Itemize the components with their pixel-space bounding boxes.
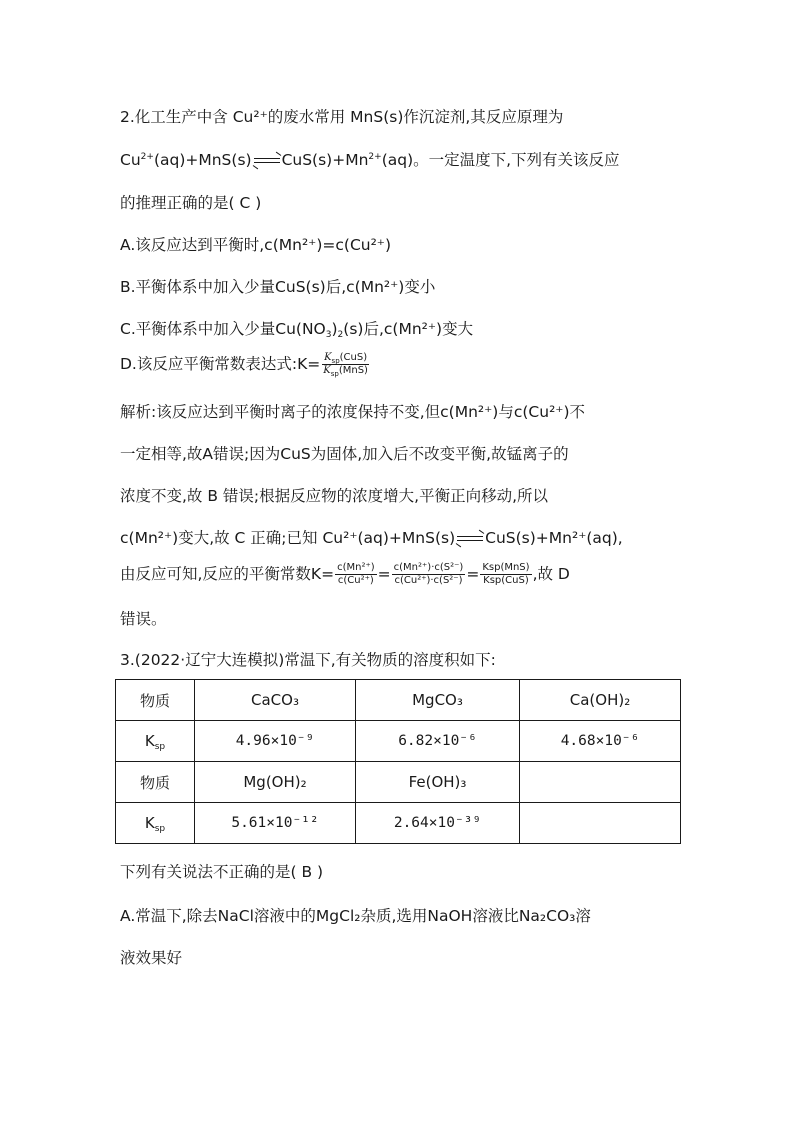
k-fraction-1 (335, 562, 377, 587)
q2-optc-c: (s)后,c(Mn²⁺)变大 (343, 320, 474, 338)
frac-num-k: K (324, 352, 332, 363)
q3-stem: 3.(2022·辽宁大连模拟)常温下,有关物质的溶度积如下: (120, 651, 496, 669)
f1-den: c(Cu²⁺) (337, 575, 374, 586)
subscript: 2 (337, 330, 344, 340)
charge: 2+ (140, 152, 154, 162)
table-cell-ksp-label (116, 721, 195, 762)
q2-option-c (120, 317, 473, 339)
table-cell: 4.68×10⁻⁶ (520, 721, 681, 762)
table-cell: 4.96×10⁻⁹ (195, 721, 356, 762)
table-cell: 2.64×10⁻³⁹ (356, 803, 520, 844)
q2-analysis-6: 错误。 (120, 610, 167, 628)
q2-line2-d: (aq)。一定温度下,下列有关该反应 (381, 151, 620, 169)
q2-analysis-1: 解析:该反应达到平衡时离子的浓度保持不变,但c(Mn²⁺)与c(Cu²⁺)不 (120, 403, 586, 421)
table-cell-ksp-label (116, 803, 195, 844)
subscript: 3 (325, 330, 332, 340)
q2-line-2 (120, 148, 620, 170)
q2-analysis-2: 一定相等,故A错误;因为CuS为固体,加入后不改变平衡,故锰离子的 (120, 445, 569, 463)
q2-option-d (120, 352, 371, 377)
k-fraction-2 (392, 562, 466, 587)
table-cell: 6.82×10⁻⁶ (356, 721, 520, 762)
q2-optc-b: ) (331, 320, 338, 338)
table-row (116, 762, 681, 803)
q3-question: 下列有关说法不正确的是( B ) (120, 863, 324, 881)
charge: 2+ (368, 152, 382, 162)
q2-line2-c: CuS(s)+Mn (281, 151, 369, 169)
f3-num: Ksp(MnS) (482, 562, 530, 573)
f3-den: Ksp(CuS) (483, 575, 529, 586)
table-cell: MgCO₃ (356, 680, 520, 721)
q2-option-a: A.该反应达到平衡时,c(Mn²⁺)=c(Cu²⁺) (120, 236, 392, 254)
table-cell: Fe(OH)₃ (356, 762, 520, 803)
table-row (116, 803, 681, 844)
q2-analysis-3: 浓度不变,故 B 错误;根据反应物的浓度增大,平衡正向移动,所以 (120, 487, 548, 505)
frac-den-tail: (MnS) (338, 365, 368, 376)
q2-line2-b: (aq)+MnS(s) (153, 151, 252, 169)
k-fraction-3 (480, 562, 531, 587)
q2-optd-label: D.该反应平衡常数表达式:K= (120, 355, 321, 373)
ksp-sub: sp (154, 824, 166, 834)
equilibrium-arrow-icon (252, 156, 282, 166)
frac-num-tail: (CuS) (339, 352, 368, 363)
table-cell (520, 803, 681, 844)
q2-line-3: 的推理正确的是( C ) (120, 194, 262, 212)
ksp-k: K (144, 732, 155, 750)
q2-analysis-5: 由反应可知,反应的平衡常数K= $\frac{\text{c(Mn²⁺)}}{\text{c(Cu²⁺)}}$ = $\frac{\text{c(Mn²⁺)·c(S²⁻)}}{\text{c(Cu²⁺)·c(S²⁻)}}$ = $\frac{\text{Ksp(MnS)}}{\text{Ksp(CuS)}}$ ,故 D (120, 562, 570, 586)
q2-ana5-a: 由反应可知,反应的平衡常数K= (120, 565, 335, 583)
q2-optc-a: C.平衡体系中加入少量Cu(NO (120, 320, 326, 338)
q3-option-a-2: 液效果好 (120, 949, 183, 967)
q2-line-1: 2.化工生产中含 Cu²⁺的废水常用 MnS(s)作沉淀剂,其反应原理为 (120, 108, 564, 126)
frac-den-sub: sp (330, 370, 339, 378)
table-cell: Ca(OH)₂ (520, 680, 681, 721)
q3-option-a-1: A.常温下,除去NaCl溶液中的MgCl₂杂质,选用NaOH溶液比Na₂CO₃溶 (120, 907, 591, 925)
q2-ana5-b: ,故 D (532, 565, 570, 583)
ksp-k: K (144, 814, 155, 832)
table-cell (520, 762, 681, 803)
f2-den: c(Cu²⁺)·c(S²⁻) (394, 575, 463, 586)
table-cell: CaCO₃ (195, 680, 356, 721)
q2-line2-a: Cu (120, 151, 141, 169)
f2-num: c(Mn²⁺)·c(S²⁻) (393, 562, 464, 573)
table-cell: Mg(OH)₂ (195, 762, 356, 803)
table-row (116, 680, 681, 721)
f1-num: c(Mn²⁺) (337, 562, 375, 573)
q2-option-b: B.平衡体系中加入少量CuS(s)后,c(Mn²⁺)变小 (120, 278, 436, 296)
q2-ana4-a: c(Mn²⁺)变大,故 C 正确;已知 Cu²⁺(aq)+MnS(s) (120, 529, 456, 547)
frac-num-sub: sp (331, 357, 340, 365)
table-row (116, 721, 681, 762)
ksp-table (115, 679, 681, 844)
table-cell: 物质 (116, 762, 195, 803)
q2-analysis-4 (120, 526, 623, 548)
ksp-ratio-fraction (321, 352, 370, 377)
frac-den-k: K (323, 365, 331, 376)
q2-ana4-b: CuS(s)+Mn²⁺(aq), (485, 529, 623, 547)
equilibrium-arrow-icon (455, 534, 485, 544)
table-cell: 5.61×10⁻¹² (195, 803, 356, 844)
ksp-sub: sp (154, 742, 166, 752)
table-cell: 物质 (116, 680, 195, 721)
